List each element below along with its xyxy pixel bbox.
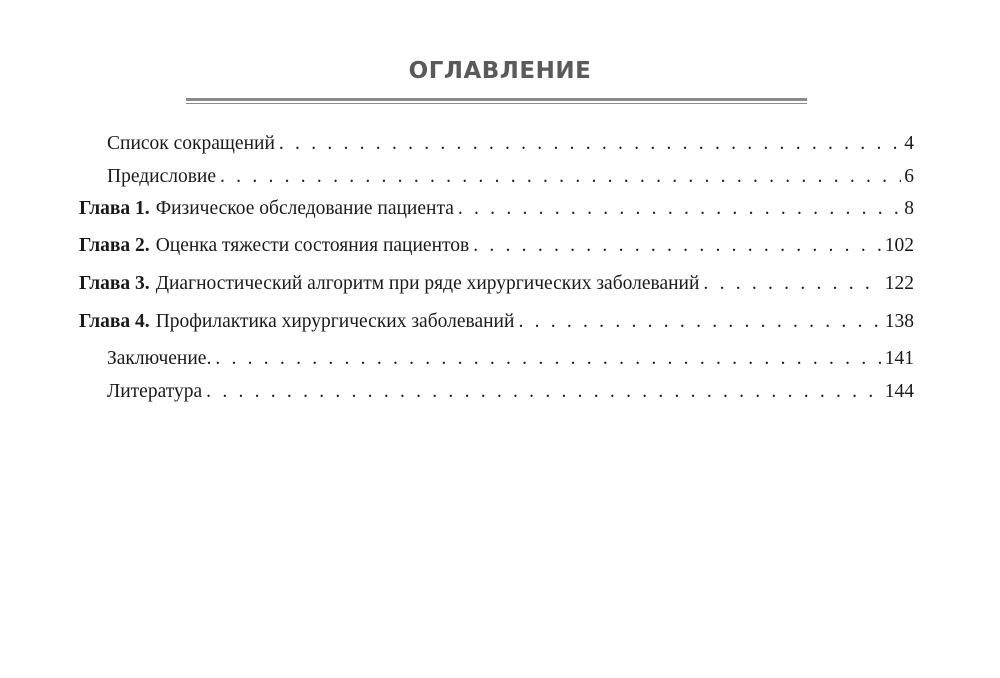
chapter-label: Глава 1. (79, 198, 150, 219)
toc-entry-chapter-1[interactable] (79, 196, 914, 222)
dot-leader (206, 379, 882, 405)
toc-entry-page: 6 (904, 166, 914, 187)
chapter-label: Глава 3. (79, 273, 150, 294)
toc-entry-title: Оценка тяжести состояния пациентов (155, 235, 470, 256)
toc-entry-title: Предисловие (107, 166, 217, 187)
dot-leader (473, 233, 882, 259)
dot-leader (279, 131, 901, 157)
toc-entry-page: 141 (884, 348, 914, 369)
page-title: ОГЛАВЛЕНИЕ (408, 58, 592, 84)
toc-entry-title: Список сокращений (107, 133, 275, 154)
dot-leader (518, 309, 881, 335)
toc-entry-chapter-3[interactable] (79, 271, 914, 297)
toc-entry-title: Физическое обследование пациента (155, 198, 454, 219)
toc-entry-page: 4 (904, 133, 914, 154)
dot-leader (703, 271, 881, 297)
toc-entry-literature[interactable] (107, 379, 914, 405)
chapter-label: Глава 4. (79, 311, 150, 332)
toc-entry-title: Профилактика хирургических заболеваний (155, 311, 515, 332)
toc-entry-page: 102 (884, 235, 914, 256)
toc-entry-chapter-4[interactable] (79, 309, 914, 335)
chapter-label: Глава 2. (79, 235, 150, 256)
toc-entry-page: 144 (884, 381, 914, 402)
toc-entry-chapter-2[interactable] (79, 233, 914, 259)
title-rule-thick (186, 98, 807, 101)
dot-leader (215, 346, 881, 372)
toc-entry-title: Заключение. (107, 348, 212, 369)
toc-entry-page: 138 (884, 311, 914, 332)
toc-entry-page: 8 (904, 198, 914, 219)
toc-entry-title: Диагностический алгоритм при ряде хирургических заболеваний (155, 273, 700, 294)
toc-entry-abbreviations[interactable] (107, 131, 914, 157)
title-rule-thin (186, 103, 807, 104)
toc-entry-page: 122 (884, 273, 914, 294)
toc-entry-conclusion[interactable] (107, 346, 914, 372)
toc-entry-title: Литература (107, 381, 203, 402)
dot-leader (220, 164, 901, 190)
dot-leader (458, 196, 901, 222)
toc-entry-preface[interactable] (107, 164, 914, 190)
